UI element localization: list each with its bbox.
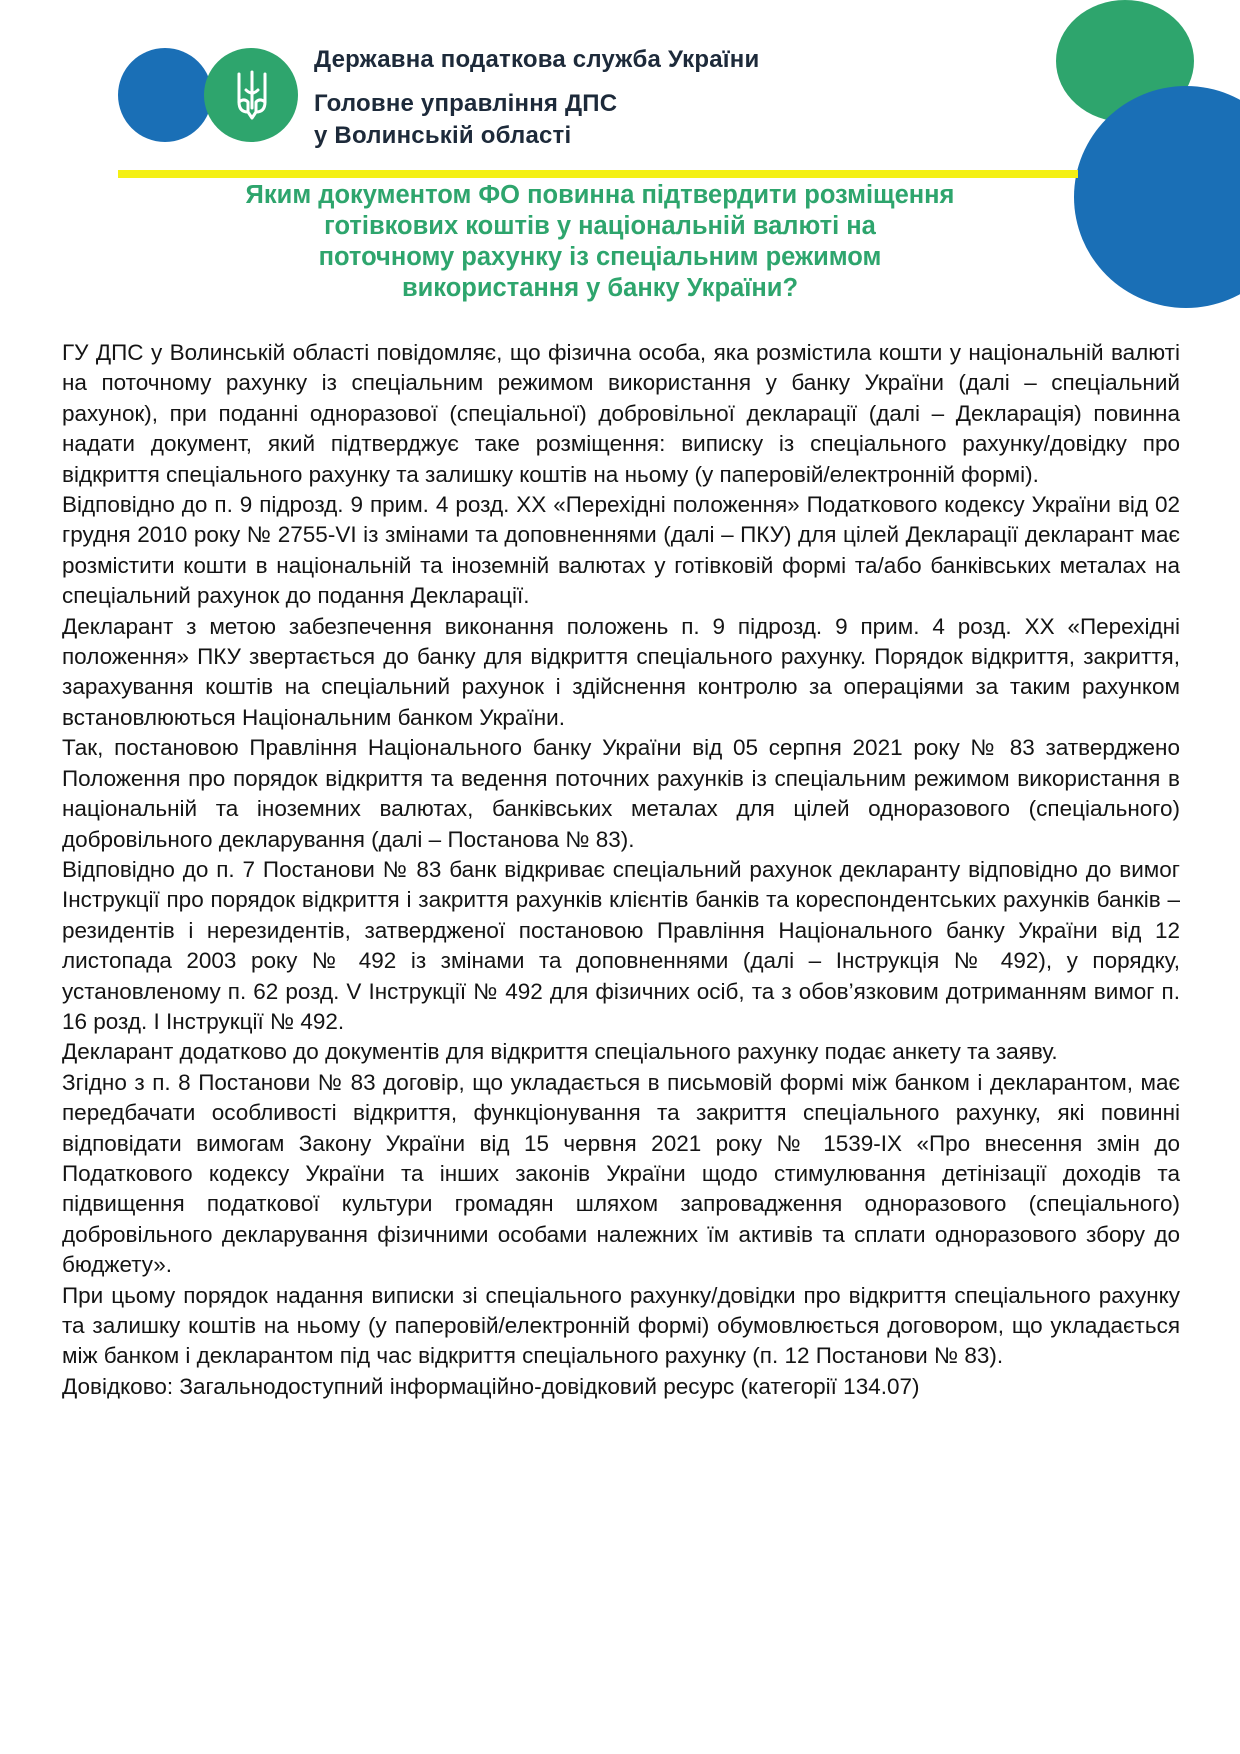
trident-icon (234, 68, 270, 122)
paragraph-1: ГУ ДПС у Волинській області повідомляє, що фізична особа, яка розмістила кошти у національній валюті на поточному рахунку із спеціальним режимом використання у банку України (далі – спеціальний рахунок), при поданні одноразової (спеціальної) добровільної декларації (далі – Декларація) повинна надати документ, який підтверджує таке розміщення: виписку із спеціального рахунку/довідку про відкриття спеціального рахунку та залишку коштів на ньому (у паперовій/електронній формі). (62, 340, 1180, 487)
headline-line-2: готівкових коштів у національній валюті на (324, 212, 876, 240)
agency-line-1: Державна податкова служба України (314, 46, 760, 73)
paragraph-4: Так, постановою Правління Національного банку України від 05 серпня 2021 року № 83 затверджено Положення про порядок відкриття та ведення поточних рахунків із спеціальним режимом використання в національній та іноземних валютах, банківських металах для цілей одноразового (спеціального) добровільного декларування (далі – Постанова № 83). (62, 735, 1180, 852)
paragraph-8: При цьому порядок надання виписки зі спеціального рахунку/довідки про відкриття спеціального рахунку та залишку коштів на ньому (у паперовій/електронній формі) обумовлюється договором, що укладається між банком і декларантом під час відкриття спеціального рахунку (п. 12 Постанови № 83). (62, 1282, 1180, 1369)
decorative-circle-blue-right (1074, 86, 1240, 308)
agency-line-3: у Волинській області (314, 122, 572, 149)
paragraph-7: Згідно з п. 8 Постанови № 83 договір, що укладається в письмовій формі між банком і декларантом, має передбачати особливості відкриття, функціонування та закриття спеціального рахунку, які повинні відповідати вимогам Закону України від 15 червня 2021 року № 1539-IX «Про внесення змін до Податкового кодексу України та інших законів України щодо стимулювання детінізації доходів та підвищення податкової культури громадян шляхом запровадження одноразового (спеціального) добровільного декларування фізичними особами належних їм активів та сплати одноразового збору до бюджету». (62, 1069, 1180, 1278)
headline (150, 180, 1050, 304)
agency-name (314, 44, 759, 152)
agency-line-2: Головне управління ДПС (314, 90, 618, 117)
paragraph-3: Декларант з метою забезпечення виконання положень п. 9 підрозд. 9 прим. 4 розд. XX «Перехідні положення» ПКУ звертається до банку для відкриття спеціального рахунку. Порядок відкриття, закриття, зарахування коштів на спеціальний рахунок і здійснення контролю за операціями за таким рахунком встановлюються Національним банком України. (62, 613, 1180, 730)
decorative-circle-blue (118, 48, 212, 142)
headline-line-4: використання у банку України? (401, 274, 799, 302)
paragraph-9: Довідково: Загальнодоступний інформаційно-довідковий ресурс (категорії 134.07) (62, 1373, 920, 1399)
yellow-divider (118, 170, 1078, 178)
paragraph-6: Декларант додатково до документів для відкриття спеціального рахунку подає анкету та заяву. (62, 1039, 1058, 1065)
paragraph-2: Відповідно до п. 9 підрозд. 9 прим. 4 розд. XX «Перехідні положення» Податкового кодексу України від 02 грудня 2010 року № 2755-VI із змінами та доповненнями (далі – ПКУ) для цілей Декларації декларант має розмістити кошти в національній та іноземній валютах у готівковій формі та/або банківських металах на спеціальний рахунок до подання Декларації. (62, 492, 1180, 609)
headline-line-3: поточному рахунку із спеціальним режимом (318, 243, 882, 271)
body-text (62, 338, 1180, 1402)
paragraph-5: Відповідно до п. 7 Постанови № 83 банк відкриває спеціальний рахунок декларанту відповідно до вимог Інструкції про порядок відкриття і закриття рахунків клієнтів банків та кореспондентських рахунків банків – резидентів і нерезидентів, затвердженої постановою Правління Національного банку України від 12 листопада 2003 року № 492 із змінами та доповненнями (далі – Інструкція № 492), у порядку, установленому п. 62 розд. V Інструкції № 492 для фізичних осіб, та з обов’язковим дотриманням вимог п. 16 розд. I Інструкції № 492. (62, 856, 1180, 1034)
headline-line-1: Яким документом ФО повинна підтвердити розміщення (245, 181, 955, 209)
